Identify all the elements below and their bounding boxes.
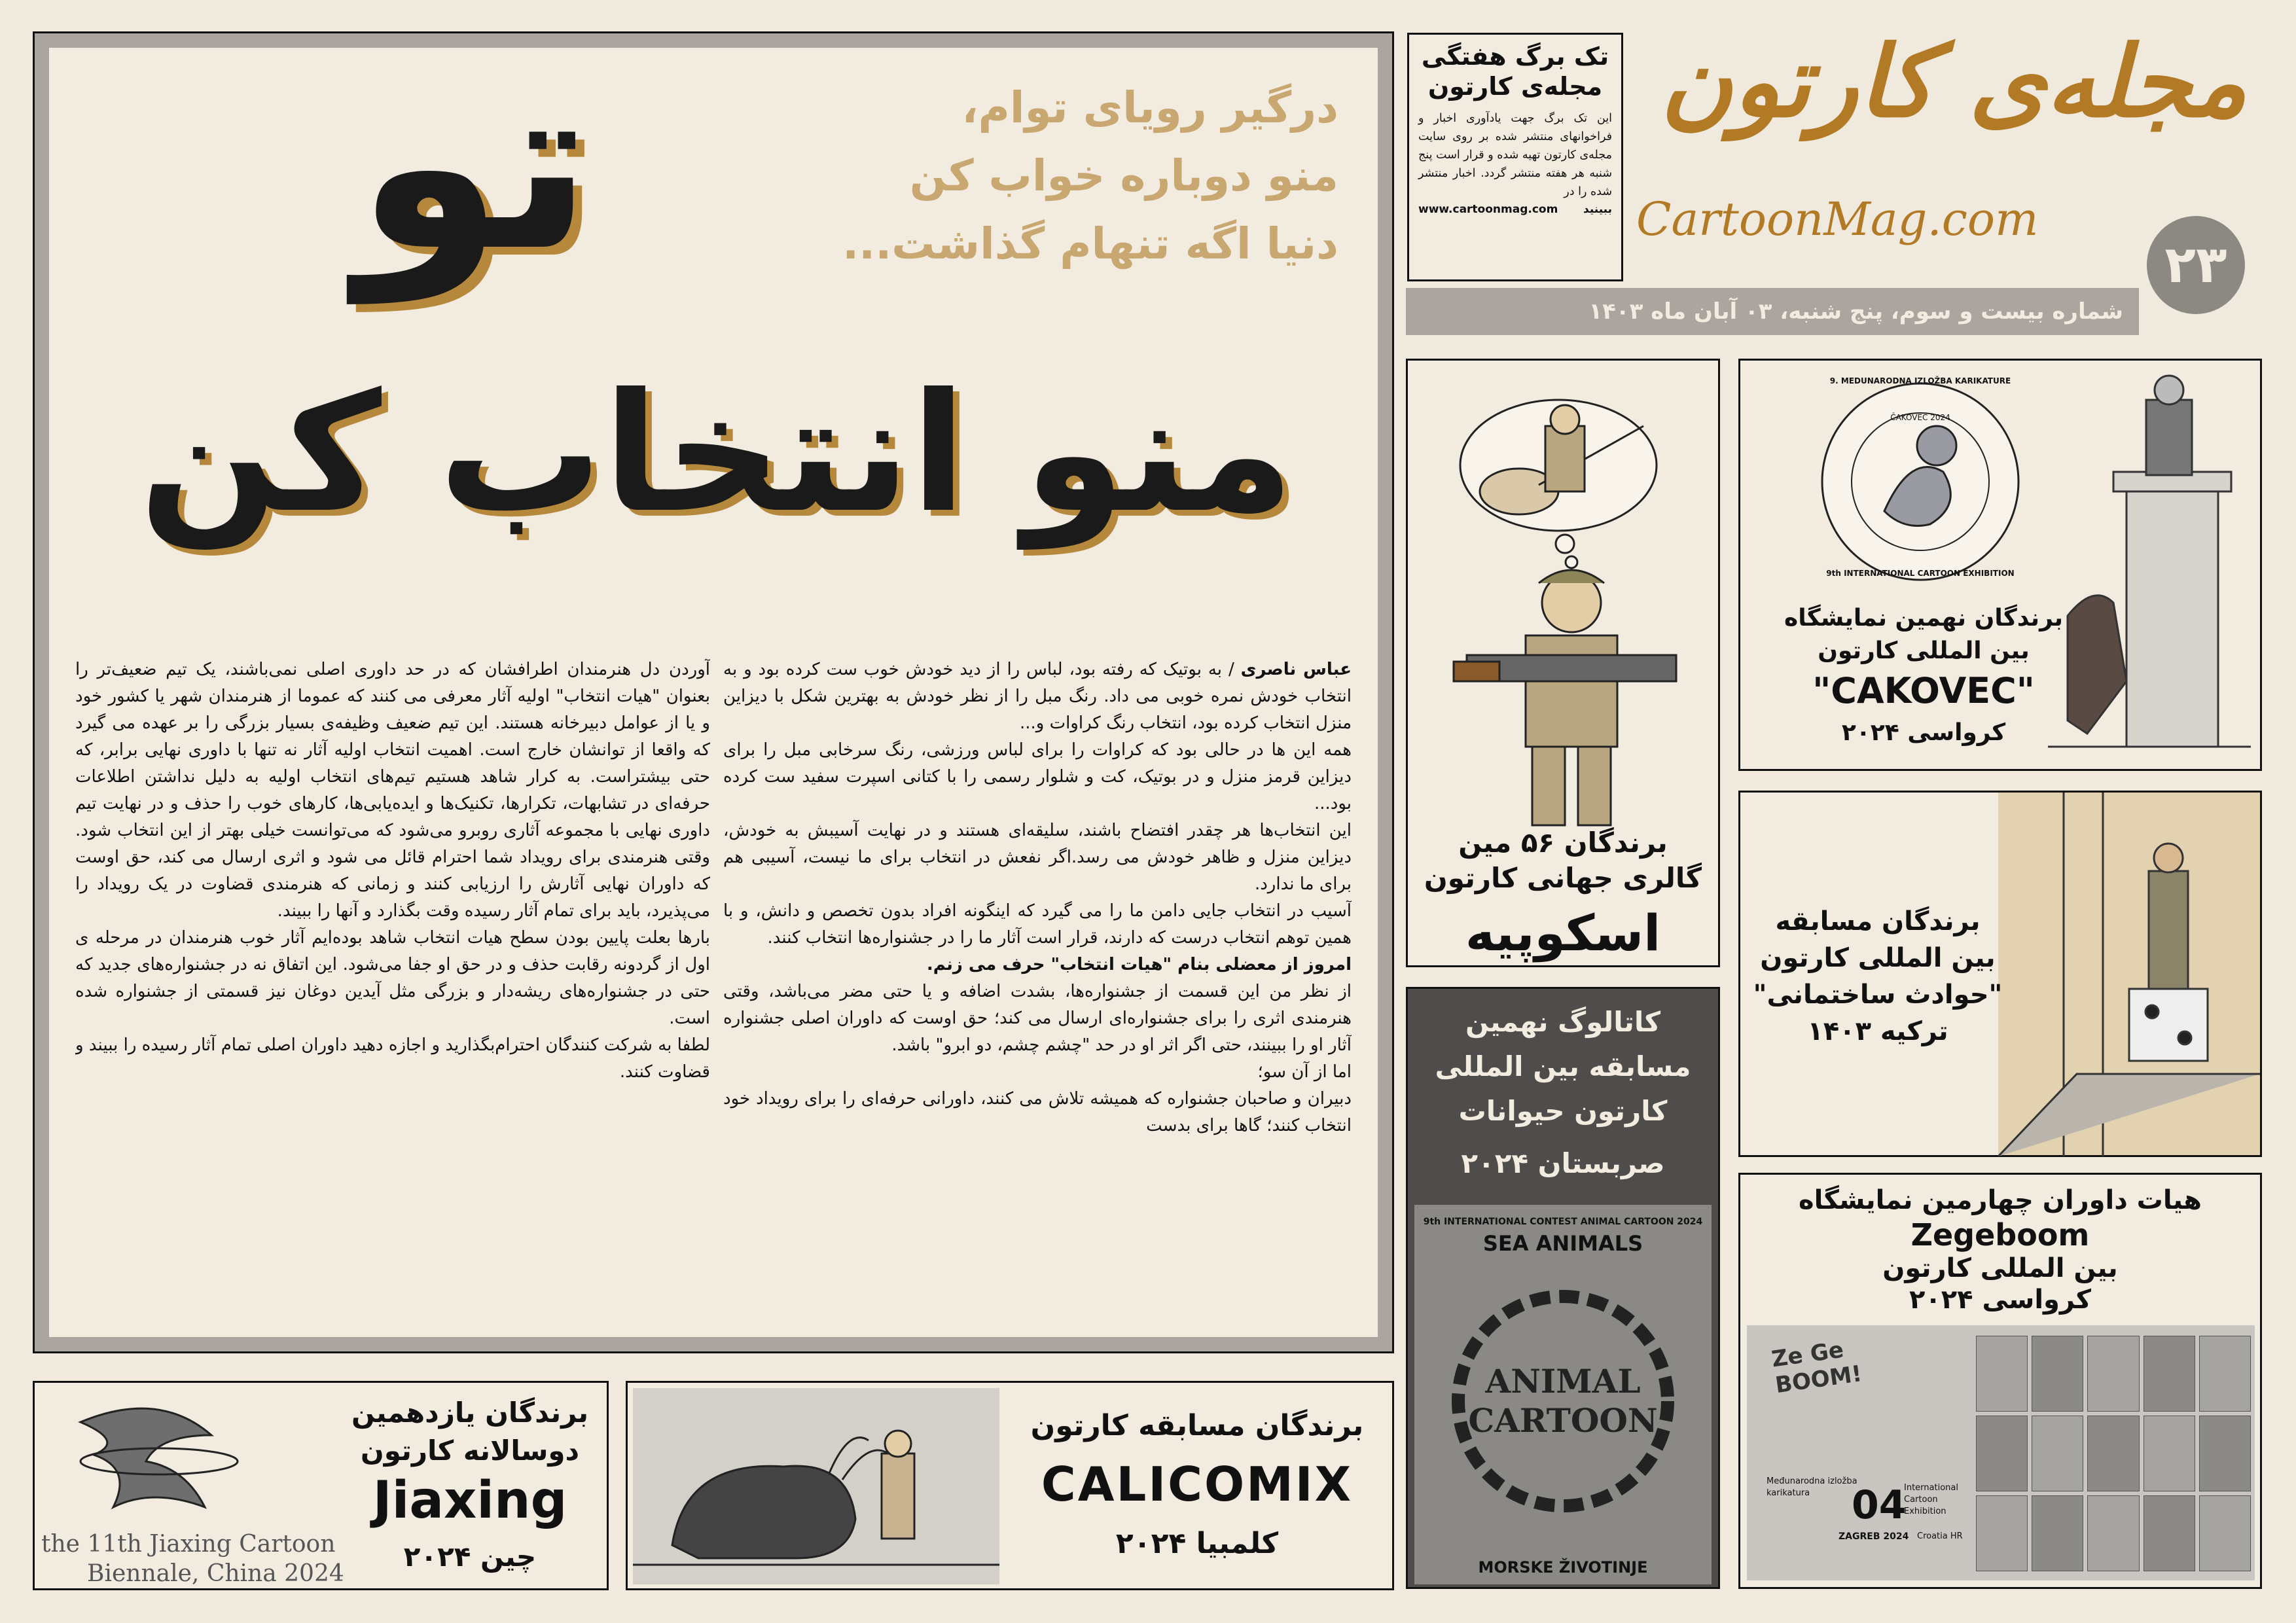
serbia-title-1: کاتالوگ نهمین	[1465, 1006, 1661, 1038]
article-paragraph-text: لطفا به شرکت کنندگان احترام‌بگذارید و اجازه دهید داوران اصلی تمام آثار رسیده را ببیند و قضاوت کنند.	[75, 1035, 710, 1082]
jury-photo	[2087, 1336, 2139, 1412]
zegeboom-title-4: کرواسی ۲۰۲۴	[1909, 1285, 2092, 1315]
skopje-card[interactable]	[1406, 359, 1720, 967]
turkey-title-4: ترکیه ۱۴۰۳	[1807, 1016, 1948, 1046]
headline-word-1: تو	[356, 28, 593, 302]
jiaxing-title-4: چین ۲۰۲۴	[403, 1541, 537, 1573]
zegeboom-title-3: بین المللی کارتون	[1882, 1253, 2118, 1283]
jiaxing-title-1: برندگان یازدهمین	[351, 1397, 589, 1429]
serbia-cover-bottom: MORSKE ŽIVOTINJE	[1478, 1558, 1648, 1577]
jury-photo	[2032, 1495, 2083, 1571]
article-paragraph	[75, 656, 710, 925]
poem-line-3: دنیا اگه تنهام گذاشت...	[842, 219, 1338, 269]
serbia-cover-line-1: 9th INTERNATIONAL CONTEST ANIMAL CARTOON 2024	[1423, 1217, 1703, 1227]
article-right-column	[723, 656, 1352, 1350]
bull-cartoon	[633, 1388, 999, 1584]
calicomix-card[interactable]	[626, 1381, 1394, 1590]
zegeboom-title-2: Zegeboom	[1910, 1217, 2090, 1253]
article-paragraph	[75, 925, 710, 1032]
main-article-frame	[33, 28, 1394, 1353]
article-paragraph-lead: امروز از معضلی بنام "هیات انتخاب" حرف می زنم.	[926, 955, 1352, 974]
serbia-cover-line-2: SEA ANIMALS	[1482, 1231, 1643, 1256]
jury-photo	[2144, 1336, 2195, 1412]
masthead-logo: مجله‌ی کارتون	[1660, 24, 2247, 139]
turkey-title-3: "حوادث ساختمانی"	[1753, 980, 2003, 1010]
notice-tail: ببینید	[1583, 203, 1612, 216]
poem-block	[828, 74, 1338, 278]
jury-photo	[2199, 1495, 2251, 1571]
article-paragraph	[723, 952, 1352, 978]
main-article-panel	[49, 28, 1378, 1337]
cakovec-logo-top: 9. MEDUNARODNA IZLOŽBA KARIKATURE	[1829, 376, 2011, 385]
jury-photo	[2144, 1416, 2195, 1491]
article-paragraph	[723, 1059, 1352, 1086]
zegeboom-card[interactable]	[1738, 1173, 2262, 1589]
article-paragraph	[723, 737, 1352, 817]
jury-photo	[1976, 1336, 2028, 1412]
zegeboom-poster-country: Croatia HR	[1917, 1531, 1963, 1541]
weekly-notice-box	[1407, 33, 1623, 281]
serbia-title-2: مسابقه بین المللی	[1435, 1050, 1691, 1082]
jury-photo-grid	[1976, 1336, 2251, 1571]
article-paragraph	[723, 1086, 1352, 1139]
jiaxing-logo-text-2: Biennale, China 2024	[87, 1560, 344, 1587]
article-paragraph	[723, 817, 1352, 898]
turkey-card[interactable]	[1738, 791, 2262, 1157]
jury-photo	[2087, 1495, 2139, 1571]
article-paragraph-text: آوردن دل هنرمندان اطرافشان که در حد داوری اصلی نمی‌باشند، یک تیم ضعیف‌تر را بعنوان "هیات انتخاب" اولیه آثار معرفی می کنند که عموما از هنرمندان شهر یا کشور خود و یا از عوامل دبیرخانه هستند. این تیم ضعیف وظیفه‌ی بسیار بزرگی را بر عهده می گیرد که واقعا از توانشان خارج است. اهمیت انتخاب اولیه آثار نه تنها با داوری نهایی برابر، که حتی بیشتراست. به کرار شاهد هستیم تیم‌های انتخاب اولیه به دلیل نداشتن اطلاعات حرفه‌ای در تشابهات، تکرارها، تکنیک‌ها و ایده‌یابی‌ها، کارهای خوب را حذف و در نهایت تیم داوری نهایی با مجموعه آثاری روبرو می‌شود که می‌توانست خیلی بهتر از این انتخاب شود. وقتی هنرمندی برای رویداد شما احترام قائل می شود و اثری ارسال می کند، حق اوست که داوران نهایی آثارش را ارزیابی کنند و زمانی که هنرمندی قضاوت در یک رویداد را می‌پذیرد، باید برای تمام آثار رسیده وقت بگذارد و آنها را ببیند.	[75, 660, 710, 921]
article-paragraph	[75, 1032, 710, 1086]
article-left-column	[75, 656, 710, 1350]
zegeboom-poster-caption-2: International Cartoon Exhibition	[1904, 1483, 1958, 1516]
cakovec-title-1: برندگان نهمین نمایشگاه	[1784, 605, 2063, 632]
zegeboom-poster-year: 04	[1852, 1482, 1907, 1528]
zegeboom-poster	[1747, 1325, 2255, 1580]
calicomix-title-3: کلمبیا ۲۰۲۴	[1115, 1527, 1279, 1560]
jury-photo	[1976, 1416, 2028, 1491]
notice-title-1: تک برگ هفتگی	[1421, 42, 1609, 71]
jury-photo	[2199, 1416, 2251, 1491]
jiaxing-logo-text-1: the 11th Jiaxing Cartoon	[41, 1531, 336, 1558]
cakovec-card[interactable]	[1738, 359, 2262, 771]
jury-photo	[2087, 1416, 2139, 1491]
issue-date-bar: شماره بیست و سوم، پنج شنبه، ۰۳ آبان ماه ۱۴۰۳	[1406, 288, 2139, 335]
article-paragraph-text: بارها بعلت پایین بودن سطح هیات انتخاب شاهد بوده‌ایم آثار خوب هنرمندان در مرحله ی اول از گردونه رقابت حذف و در حق او جفا می‌شود. این اتفاق نه در جشنواره‌های جدید که حتی در جشنواره‌های ریشه‌دار و بزرگی مثل آیدین دوغان نیز قسمتی از جشنواره شده است.	[75, 928, 710, 1028]
poem-line-2: منو دوباره خواب کن	[909, 151, 1338, 201]
issue-number-badge: ۲۳	[2147, 216, 2245, 314]
article-paragraph	[723, 898, 1352, 952]
article-paragraph-text: آسیب در انتخاب جایی دامن ما را می گیرد که اینگونه افراد بدون تخصص و دانش، و با همین توهم انتخاب درست که دارند، قرار است آثار ما را در جشنواره‌ها انتخاب کنند.	[723, 901, 1352, 948]
jury-photo	[2199, 1336, 2251, 1412]
jiaxing-title-2: دوسالانه کارتون	[360, 1435, 580, 1467]
jiaxing-title-3: Jiaxing	[372, 1471, 567, 1530]
serbia-cover	[1414, 1205, 1712, 1584]
cakovec-logo-bottom: 9th INTERNATIONAL CARTOON EXHIBITION	[1826, 569, 2015, 578]
zegeboom-poster-city: ZAGREB 2024	[1839, 1531, 1909, 1542]
article-paragraph-text: دبیران و صاحبان جشنواره که همیشه تلاش می کنند، داورانی حرفه‌ای را برای رویداد خود انتخاب کنند؛ گاها برای بدست	[723, 1089, 1352, 1135]
turkey-title-1: برندگان مسابقه	[1775, 906, 1981, 936]
jury-photo	[2032, 1336, 2083, 1412]
article-paragraph-text: این انتخاب‌ها هر چقدر افتضاح باشند، سلیقه‌ای هستند و در نهایت آسیبش به خودش، دیزاین منزل و ظاهر خودش می رسد.اگر نفعش در انتخاب برای ما نیست، آسیبی هم برای ما ندارد.	[723, 821, 1352, 894]
skopje-title-2: گالری جهانی کارتون	[1424, 862, 1702, 894]
construction-cartoon	[1998, 793, 2260, 1156]
jiaxing-card[interactable]	[33, 1381, 609, 1590]
headline-phrase: منو انتخاب کن	[139, 358, 1295, 548]
cakovec-title-4: کرواسی ۲۰۲۴	[1841, 719, 2006, 746]
cakovec-title-3: "CAKOVEC"	[1812, 670, 2035, 711]
notice-url[interactable]: www.cartoonmag.com	[1418, 203, 1558, 216]
serbia-cover-big-1: ANIMAL	[1485, 1362, 1641, 1400]
masthead-url[interactable]: CartoonMag.com	[1636, 192, 2039, 246]
zegeboom-poster-logo: Ze Ge BOOM!	[1770, 1336, 1864, 1399]
cakovec-logo-sub: ČAKOVEC 2024	[1890, 413, 1950, 422]
zegeboom-title-1: هیات داوران چهارمین نمایشگاه	[1799, 1185, 2202, 1215]
cakovec-title-2: بین المللی کارتون	[1818, 637, 2030, 664]
calicomix-title-1: برندگان مسابقه کارتون	[1030, 1409, 1364, 1442]
jury-photo	[2032, 1416, 2083, 1491]
calicomix-title-2: CALICOMIX	[1041, 1457, 1354, 1512]
skopje-title-1: برندگان ۵۶ مین	[1458, 827, 1668, 859]
article-paragraph-text: اما از آن سو؛	[1257, 1062, 1352, 1082]
notice-body: این تک برگ جهت یادآوری اخبار و فراخوانهای منتشر شده بر روی سایت مجله‌ی کارتون تهیه شده و قرار است پنج شنبه هر هفته منتشر گردد. اخبار منتشر شده را در	[1418, 112, 1612, 198]
soldier-guitar-cartoon	[1447, 387, 1683, 845]
jiaxing-logo-icon	[54, 1396, 270, 1527]
article-paragraph-text: از نظر من این قسمت از جشنواره‌ها، بشدت اضافه و یا حتی مضر می‌باشد، وقتی هنرمندی اثری را برای جشنواره‌ای ارسال می کند؛ حق اوست که داوران اصلی جشنواره آثار او را ببینند، حتی اگر اثر او در حد "چشم چشم، دو ابرو" باشد.	[723, 982, 1352, 1055]
article-paragraph-lead: عباس ناصری	[1240, 660, 1352, 679]
notice-title-2: مجله‌ی کارتون	[1427, 72, 1603, 101]
serbia-title-4: صربستان ۲۰۲۴	[1461, 1147, 1665, 1179]
turkey-title-2: بین المللی کارتون	[1760, 943, 1996, 973]
serbia-cover-big-2: CARTOON	[1468, 1401, 1658, 1440]
poem-line-1: درگیر رویای توام،	[961, 82, 1338, 133]
skopje-title-3: اسکوپیه	[1465, 904, 1661, 962]
cakovec-logo	[1812, 374, 2028, 590]
article-paragraph-text: همه این ها در حالی بود که کراوات را برای لباس ورزشی، رنگ سرخابی مبل را برای دیزاین قرمز منزل و در بوتیک، کت و شلوار رسمی را با کتانی اسپرت سفید ست کرده بود...	[723, 740, 1352, 813]
zegeboom-poster-caption-1: Međunarodna izložba karikatura	[1767, 1476, 1857, 1498]
article-paragraph	[723, 656, 1352, 737]
serbia-catalog-card[interactable]	[1406, 987, 1720, 1589]
article-paragraph	[723, 978, 1352, 1059]
jury-photo	[2144, 1495, 2195, 1571]
jury-photo	[1976, 1495, 2028, 1571]
article-paragraph-text: / به بوتیک که رفته بود، لباس را از دید خودش خوب ست کرده بود و به انتخاب خودش نمره خوبی می داد. رنگ مبل را از نظر خودش به بهترین شکل با دیزاین منزل انتخاب کرده بود، انتخاب رنگ کراوات و...	[723, 660, 1352, 733]
serbia-title-3: کارتون حیوانات	[1458, 1095, 1668, 1127]
